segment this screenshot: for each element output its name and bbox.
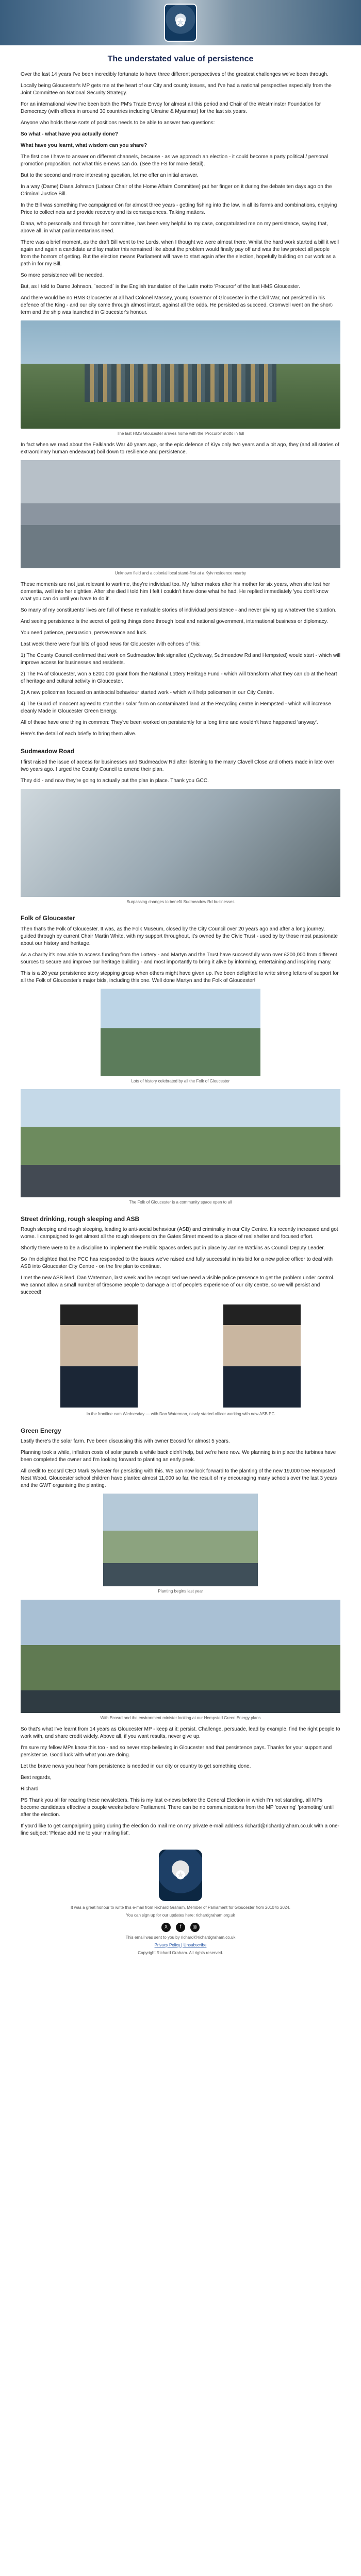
folk-paragraph: Then that's the Folk of Gloucester. It was, as the Folk Museum, closed by the City Council over 20 years ago and after a long journey, guided through by current Chair Martin White, with my support throughout, it's owned by the Civic Trust - used by by those most passionate about our history and heritage. — [21, 926, 338, 947]
news-item: 1) The County Council confirmed that work on Sudmeadow link signalled (Cycleway, Sudmeadow Rd and Hempsted) would start - which will improve access for businesses and residents. — [21, 653, 340, 666]
section5-paragraph: Here's the detail of each briefly to bring them alive. — [21, 731, 137, 737]
footer-text: This email was sent to you by richard@richardgraham.co.uk — [125, 1935, 236, 1940]
section1-paragraph: But to the second and more interesting question, let me offer an initial answer. — [21, 173, 199, 178]
section4-paragraph: You need patience, persuasion, perseverance and luck. — [21, 630, 147, 636]
section4-paragraph: Last week there were four bits of good news for Gloucester with echoes of this: — [21, 641, 201, 648]
footer-text: You can sign up for our updates here: richardgraham.org.uk — [126, 1912, 235, 1918]
street-paragraph: So I'm delighted that the PCC has responded to the issues we've raised and fully successful in his bid for a new police officer to deal with ASB into Gloucester City Centre - on the fire plan to continue. — [21, 1257, 333, 1270]
page-title: The understated value of persistence — [107, 55, 254, 63]
footer-text: Copyright Richard Graham. All rights reserved. — [138, 1950, 223, 1955]
news-item: 4) The Guard of Innocent agreed to start their solar farm on contaminated land at the Recycling centre in Hempsted - which will increase cleanly Made in Gloucester Green Energy. — [21, 701, 331, 715]
signoff: Best regards, — [21, 1774, 52, 1781]
green-paragraph: Planning took a while, inflation costs of solar panels a while back didn't help, but we're here now. We planning is in place the turbines have been completed the owner and I'm looking forward to planting an early peek. — [21, 1450, 336, 1463]
photo-caption: In the frontline cam Wednesday — with Dan Waterman, newly started officer working with new ASB PC — [86, 1412, 275, 1417]
photo-caption: The last HMS Gloucester arrives home with the 'Procuror' motto in full — [117, 431, 244, 436]
sudmeadow-paragraph: They did - and now they're going to actually put the plan in place. Thank you GCC. — [21, 778, 209, 784]
folk-paragraph: As a charity it's now able to access funding from the Lottery - and Martyn and the Trust have successfully won over £200,000 from different sources to secure and improve our heritage building - and most importantly to bring it alive by informing, entertaining and inspiring many. — [21, 952, 337, 965]
section4-paragraph: These moments are not just relevant to wartime, they're individual too. My father makes after his mother for six years, when she lost her dementia, well into her eighties. After she died I told him I felt I couldn't have done what he had. He replied immediately 'you don't know what you can do until you have to do it'. — [21, 582, 330, 602]
section4-paragraph: So many of my constituents' lives are full of these remarkable stories of individual persistence - and never giving up whatever the situation. — [21, 607, 337, 614]
section1-paragraph: There was a brief moment, as the draft Bill went to the Lords, when I thought we were almost there. Whilst the hard work started a bill it well again and again a candidate and lay matter this remained like about the problem would finally pay off and was the law protect all people from the horrors of getting. But the election means Parliament will have to start again after the election, hopefully building on our work as a path in for my Bill. — [21, 240, 339, 267]
intro-paragraph: Locally being Gloucester's MP gets me at the heart of our City and county issues, and I've had a national perspective especially from the Joint Committee on National Security Strategy. — [21, 83, 332, 96]
section5-paragraph: All of these have one thing in common: They've been worked on persistently for a long time and wouldn't have happened 'anyway'. — [21, 720, 318, 726]
street-paragraph: Rough sleeping and rough sleeping, leading to anti-social behaviour (ASB) and criminality in our City Centre. It's recently increased and got worse. I campaigned to get almost all the rough sleepers on the Gates Street moved to a place of real shelter and focused effort. — [21, 1227, 338, 1240]
crest-logo: ✪ — [164, 4, 197, 42]
section1-paragraph: In the Bill was something I've campaigned on for almost three years - getting fishing into the law, in all its forms and combinations, enjoying Price to collect nets and provide recovery and its consequences. Talking matters. — [21, 202, 337, 215]
green-paragraph: Lastly there's the solar farm. I've been discussing this with owner Ecosrd for almost 5 years. — [21, 1438, 230, 1445]
question-heading: So what - what have you actually done? — [21, 131, 118, 137]
sudmeadow-heading: Sudmeadow Road — [21, 748, 75, 755]
street-paragraph: I met the new ASB lead, Dan Waterman, last week and he recognised we need a visible police presence to get the problem under control. We cannot allow a small number of tiresome people to damage a lot of people's experience of our city centre, so we will persist and succeed! — [21, 1275, 335, 1296]
header-banner — [0, 0, 361, 45]
closing-paragraph: So that's what I've learnt from 14 years as Gloucester MP - keep at it: persist. Challenge, persuade, lead by example, find the right people to work with, and share credit widely. Above all, if you want results, never give up. — [21, 1726, 340, 1739]
section4-paragraph: And seeing persistence is the secret of getting things done through local and national government, international business or diplomacy. — [21, 619, 328, 625]
section1-paragraph: In a way (Dame) Diana Johnson (Labour Chair of the Home Affairs Committee) put her finger on it during the debate ten days ago on the Criminal Justice Bill. — [21, 184, 332, 197]
signature-name: Richard — [21, 1786, 39, 1792]
photo-caption: The Folk of Gloucester is a community space open to all — [129, 1200, 232, 1205]
intro-paragraph: Over the last 14 years I've been incredibly fortunate to have three different perspectives of the greatest challenges we've been through. — [21, 72, 329, 77]
x-icon[interactable]: X — [161, 1923, 171, 1932]
section2-paragraph: But, as I told to Dame Johnson, `second` is the English translation of the Latin motto 'Procuror' of the last HMS Gloucester. — [21, 284, 300, 290]
ps-paragraph: PS Thank you all for reading these newsletters. This is my last e-news before the General Election in which I'm not standing, all MPs become candidates effective a couple weeks before Parliament. There can be no communications from the MP 'covering' 'promoting' until after the election. — [21, 1797, 334, 1818]
photo-caption: Unknown field and a colonial local stand-first at a Kyiv residence nearby — [114, 571, 247, 576]
closing-paragraph: Let the brave news you hear from persistence is needed in our city or country to get something done. — [21, 1763, 251, 1769]
news-item: 3) A new policeman focused on antisocial behaviour started work - which will help policemen in our City Centre. — [21, 690, 274, 696]
question-heading-2: What have you learnt, what wisdom can you share? — [21, 143, 147, 148]
intro-paragraph: For an international view I've been both the PM's Trade Envoy for almost all this period and Chair of the Westminster Foundation for Democracy (with offices in around 30 countries including Ukraine & Myanmar) for the last six years. — [21, 101, 321, 114]
sudmeadow-paragraph: I first raised the issue of access for businesses and Sudmeadow Rd after listening to the many Clavell Close and others made in late over two years ago. I urged the County Council to amend their plan. — [21, 759, 335, 773]
footer-text: It was a great honour to write this e-mail from Richard Graham, Member of Parliament for Gloucester from 2010 to 2024. — [71, 1905, 290, 1910]
section2-paragraph: And there would be no HMS Gloucester at all had Colonel Massey, young Governor of Gloucester in the Civil War, not persisted in his defence of the King - and our city came through almost intact, against all the odds. He persisted as succeed. Cromwell went on the short-term and the ship was launched in Gloucester's honour. — [21, 295, 334, 315]
instagram-icon[interactable]: ◎ — [190, 1923, 200, 1932]
street-photos — [21, 1300, 340, 1410]
footer-crest-logo: ✪ — [159, 1850, 202, 1901]
news-item: 2) The FA of Gloucester, won a £200,000 grant from the National Lottery Heritage Fund - which will transform what they can do at the heart of heritage and cultural activity in Gloucester. — [21, 671, 337, 685]
section1-paragraph: Diana, who personally and through her committee, has been very helpful to my case, congratulated me on my persistence, saying that, above all, in what parliamentarians need. — [21, 221, 328, 234]
article-body — [0, 71, 361, 1837]
footer-links[interactable]: Privacy Policy | Unsubscribe — [154, 1942, 207, 1947]
green-paragraph: All credit to Ecosrd CEO Mark Sylvester for persisting with this. We can now look forward to the planting of the new 19,000 tree Hempsted Nest Wood. Gloucester school children have planted almost 11,000 so far, the result of my encouraging many schools over the last 3 years and the GWT organising the planting. — [21, 1468, 337, 1489]
photo-caption: Planting begins last year — [158, 1589, 203, 1594]
section1-paragraph: The first one I have to answer on different channels, because - as we approach an election - it could become a party political / personal promotion proposition, not what this e-news can do. (See the FS for more detail). — [21, 154, 329, 167]
street-photo-left — [60, 1304, 138, 1408]
folk-photo — [101, 989, 260, 1076]
folk-photo-2 — [21, 1089, 340, 1197]
photo-caption: Lots of history celebrated by all the Folk of Gloucester — [131, 1079, 230, 1084]
green-energy-photo — [21, 1600, 340, 1713]
ps-paragraph: If you'd like to get campaigning going during the election do mail me on my private e-mail address richard@richardgraham.co.uk with a one-line subject: 'Please add me to your mailing list'. — [21, 1823, 339, 1836]
intro-paragraph: Anyone who holds these sorts of positions needs to be able to answer two questions: — [21, 120, 215, 126]
street-heading: Street drinking, rough sleeping and ASB — [21, 1215, 140, 1223]
field-photo — [21, 460, 340, 568]
section3-paragraph: In fact when we read about the Falklands War 40 years ago, or the epic defence of Kiyv only two years and a bit ago, they (and all stories of extraordinary human endeavour) boil down to resilience and persistence. — [21, 442, 339, 455]
facebook-icon[interactable]: f — [176, 1923, 185, 1932]
street-paragraph: Shortly there were to be a discipline to implement the Public Spaces orders put in place by Janine Watkins as Council Deputy Leader. — [21, 1245, 325, 1251]
green-heading: Green Energy — [21, 1427, 61, 1434]
folk-paragraph: This is a 20 year persistence story stepping group when others might have given up. I've been delighted to write strong letters of support for all the Folk of Gloucester's major bids, including this one. Well done Martyn and the Folk of Gloucester! — [21, 971, 339, 984]
folk-heading: Folk of Gloucester — [21, 914, 75, 922]
closing-paragraph: I'm sure my fellow MPs know this too - and so never stop believing in Gloucester and that persistence pays. Thanks for your support and persistence. Good luck with what you are doing. — [21, 1744, 332, 1758]
hms-gloucester-photo — [21, 320, 340, 429]
social-icons — [0, 1923, 361, 1932]
sudmeadow-photo — [21, 789, 340, 897]
section1-paragraph: So more persistence will be needed. — [21, 273, 104, 278]
photo-caption: With Ecosrd and the environment minister looking at our Hempsted Green Energy plans — [100, 1715, 261, 1720]
planting-photo — [103, 1494, 258, 1586]
photo-caption: Surpassing changes to benefit Sudmeadow Rd businesses — [126, 900, 235, 905]
street-photo-right — [223, 1304, 301, 1408]
